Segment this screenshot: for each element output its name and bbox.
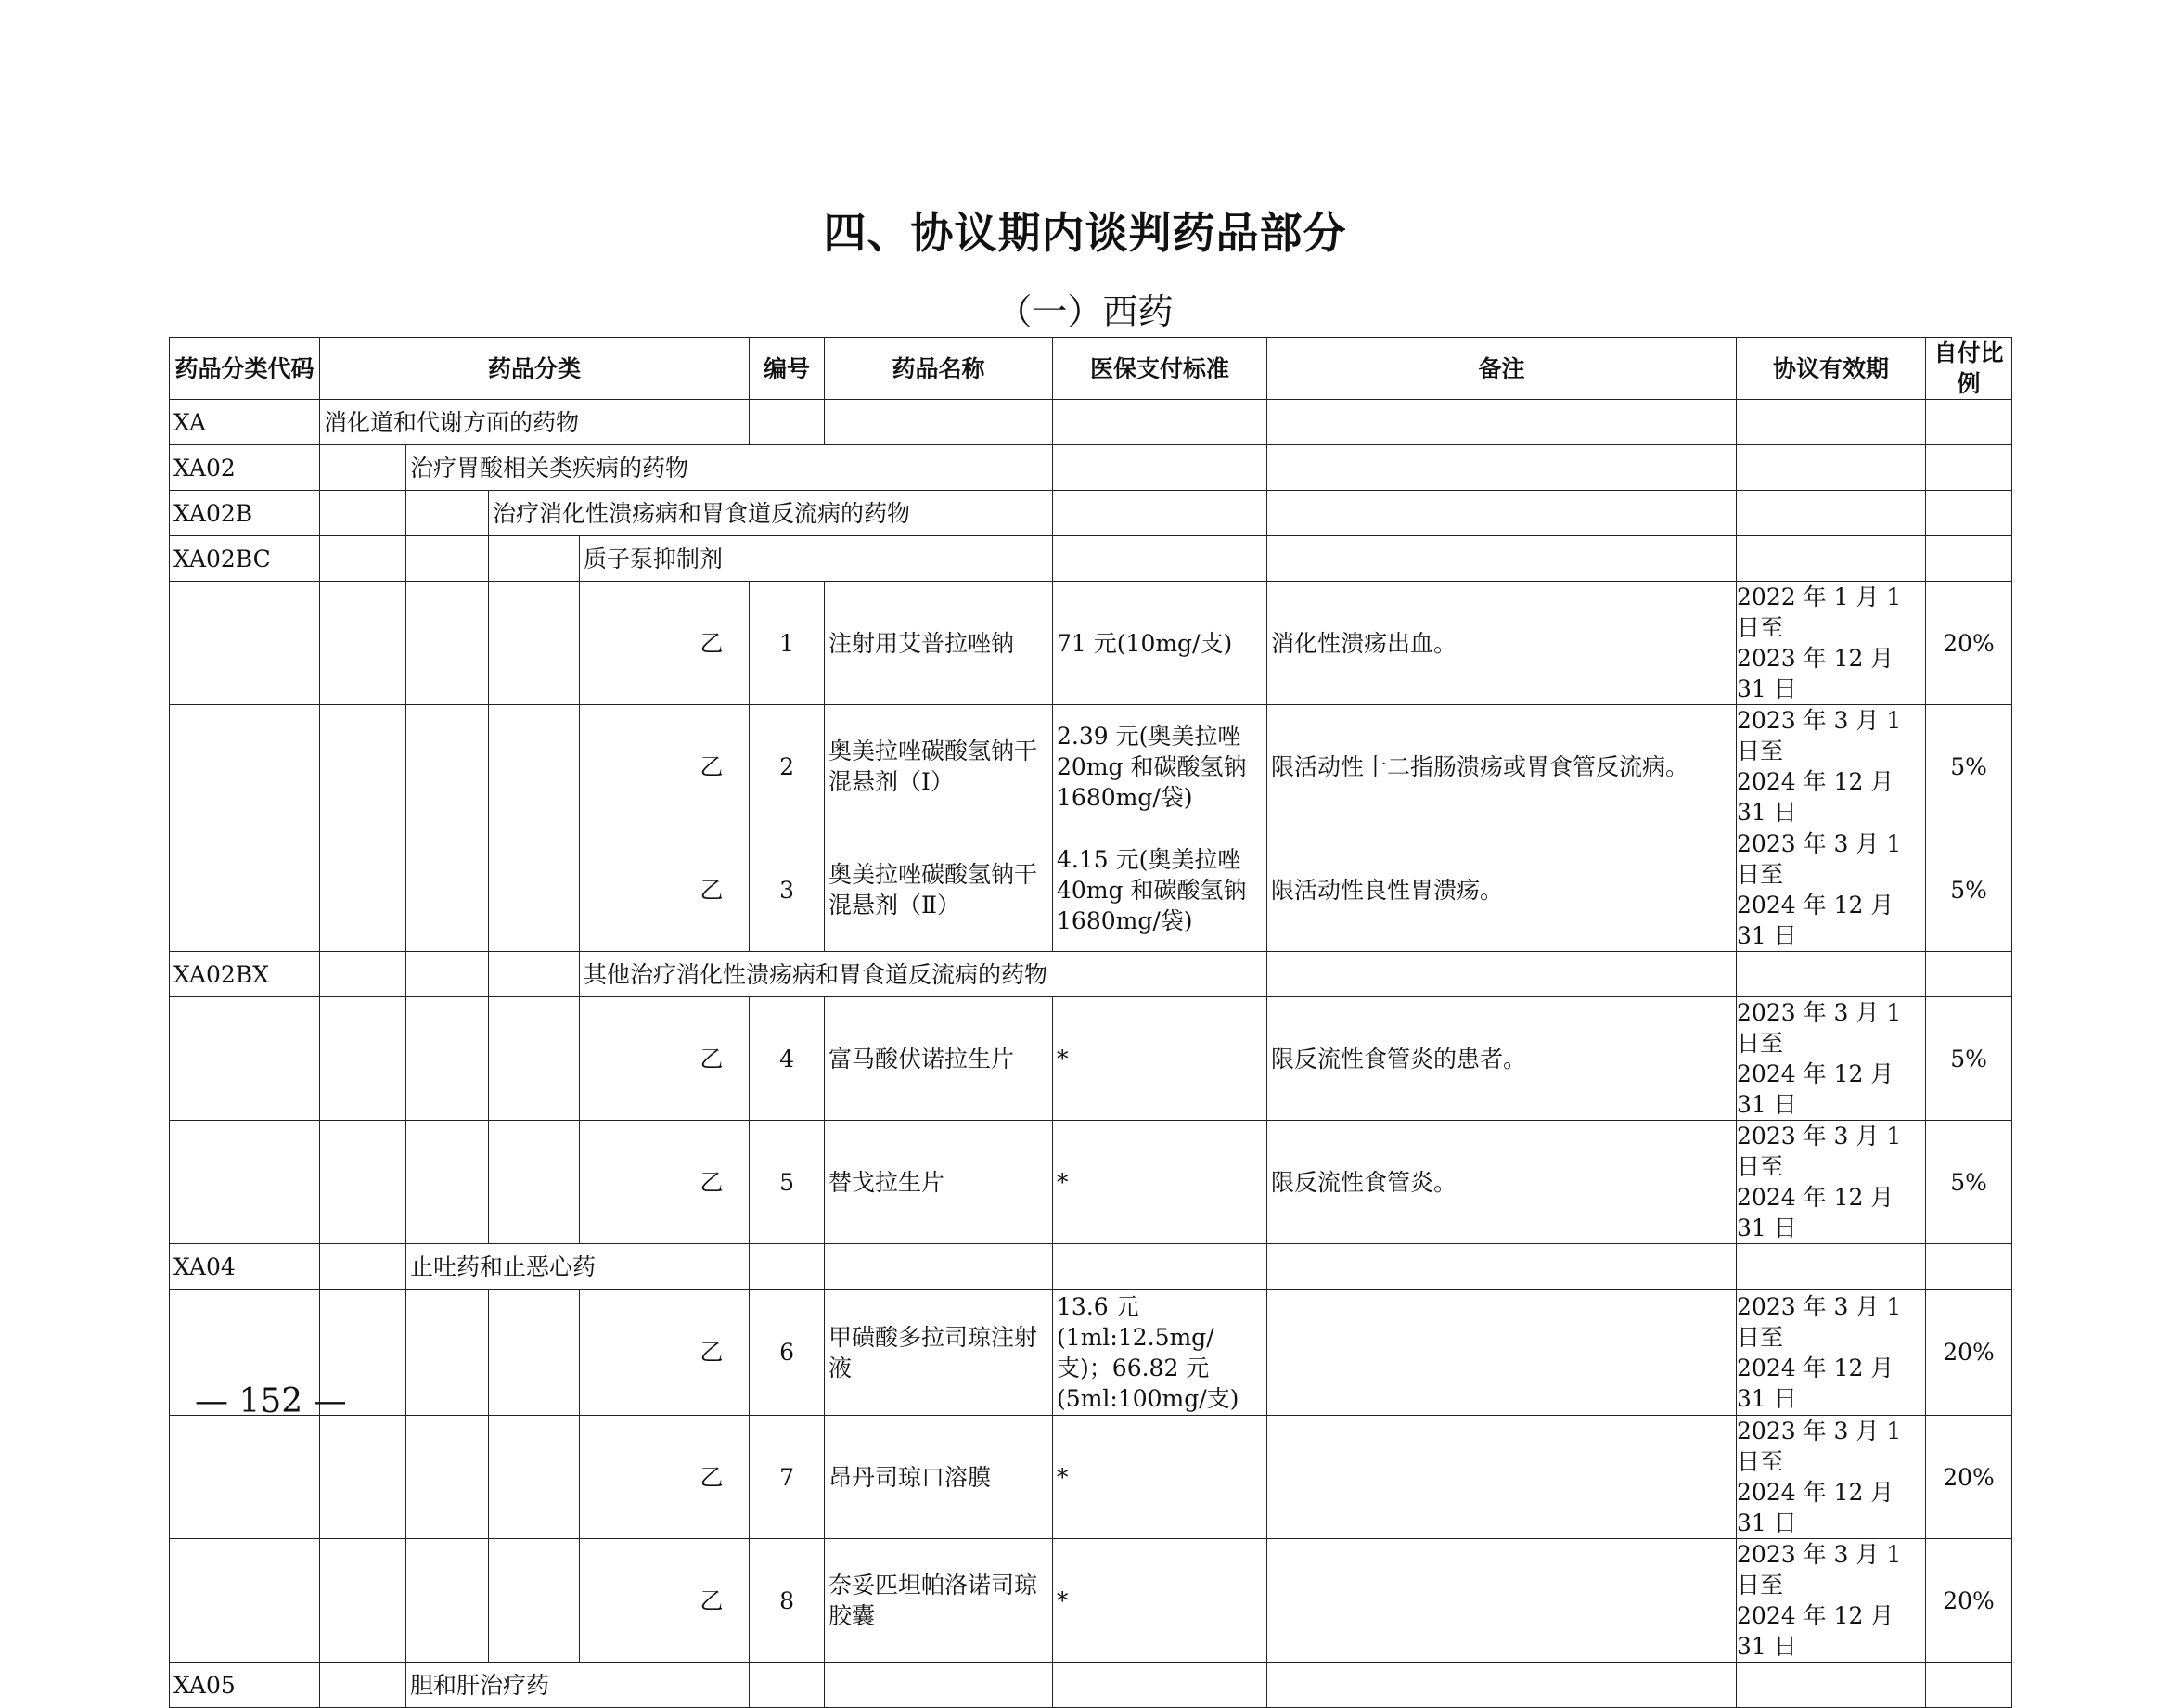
drug-name: 奥美拉唑碳酸氢钠干混悬剂（Ⅱ） xyxy=(825,828,1053,952)
class-row xyxy=(170,445,2012,491)
drug-note xyxy=(1267,1539,1737,1663)
drug-note: 消化性溃疡出血。 xyxy=(1267,582,1737,705)
drug-name: 奥美拉唑碳酸氢钠干混悬剂（Ⅰ） xyxy=(825,705,1053,828)
drug-grade: 乙 xyxy=(674,1121,750,1244)
drug-validity: 2023 年 3 月 1 日至 2024 年 12 月 31 日 xyxy=(1737,1539,1926,1663)
header-self-pay-ratio: 自付比例 xyxy=(1926,338,2012,400)
drug-number: 6 xyxy=(750,1290,825,1416)
drug-price: * xyxy=(1053,1121,1267,1244)
header-drug-name: 药品名称 xyxy=(825,338,1053,400)
class-row xyxy=(170,1663,2012,1708)
drug-note: 限活动性十二指肠溃疡或胃食管反流病。 xyxy=(1267,705,1737,828)
drug-ratio: 5% xyxy=(1926,705,2012,828)
page-number: — 152 — xyxy=(195,1382,347,1420)
class-row xyxy=(170,400,2012,445)
drug-validity: 2023 年 3 月 1 日至 2024 年 12 月 31 日 xyxy=(1737,1121,1926,1244)
class-code: XA04 xyxy=(170,1244,320,1290)
class-row xyxy=(170,1244,2012,1290)
class-code: XA xyxy=(170,400,320,445)
drug-price: * xyxy=(1053,1416,1267,1539)
header-remarks: 备注 xyxy=(1267,338,1737,400)
drug-name: 奈妥匹坦帕洛诺司琼胶囊 xyxy=(825,1539,1053,1663)
drug-note xyxy=(1267,1290,1737,1416)
drug-name: 富马酸伏诺拉生片 xyxy=(825,997,1053,1121)
drug-price: 4.15 元(奥美拉唑40mg 和碳酸氢钠1680mg/袋) xyxy=(1053,828,1267,952)
table-row xyxy=(170,582,2012,705)
drug-ratio: 20% xyxy=(1926,1290,2012,1416)
table-row xyxy=(170,1416,2012,1539)
class-row xyxy=(170,491,2012,536)
table-row xyxy=(170,1539,2012,1663)
drug-validity: 2023 年 3 月 1 日至 2024 年 12 月 31 日 xyxy=(1737,705,1926,828)
drug-grade: 乙 xyxy=(674,1290,750,1416)
header-validity: 协议有效期 xyxy=(1737,338,1926,400)
class-name: 胆和肝治疗药 xyxy=(406,1663,674,1708)
drug-grade: 乙 xyxy=(674,582,750,705)
drug-grade: 乙 xyxy=(674,1539,750,1663)
drug-price: 2.39 元(奥美拉唑20mg 和碳酸氢钠1680mg/袋) xyxy=(1053,705,1267,828)
class-name: 治疗胃酸相关类疾病的药物 xyxy=(406,445,1053,491)
drug-price: * xyxy=(1053,997,1267,1121)
class-name: 治疗消化性溃疡病和胃食道反流病的药物 xyxy=(489,491,1053,536)
header-number: 编号 xyxy=(750,338,825,400)
drug-number: 4 xyxy=(750,997,825,1121)
drug-validity: 2023 年 3 月 1 日至 2024 年 12 月 31 日 xyxy=(1737,1416,1926,1539)
class-row xyxy=(170,536,2012,582)
header-class-code: 药品分类代码 xyxy=(170,338,320,400)
drug-validity: 2023 年 3 月 1 日至 2024 年 12 月 31 日 xyxy=(1737,828,1926,952)
table-row xyxy=(170,1290,2012,1416)
drug-grade: 乙 xyxy=(674,828,750,952)
class-code: XA02 xyxy=(170,445,320,491)
header-class: 药品分类 xyxy=(320,338,750,400)
drug-number: 3 xyxy=(750,828,825,952)
drug-number: 2 xyxy=(750,705,825,828)
drug-grade: 乙 xyxy=(674,997,750,1121)
table-row xyxy=(170,997,2012,1121)
drug-price: 71 元(10mg/支) xyxy=(1053,582,1267,705)
drug-note: 限活动性良性胃溃疡。 xyxy=(1267,828,1737,952)
drug-number: 7 xyxy=(750,1416,825,1539)
table-row xyxy=(170,1121,2012,1244)
drug-validity: 2022 年 1 月 1 日至 2023 年 12 月 31 日 xyxy=(1737,582,1926,705)
drug-ratio: 20% xyxy=(1926,1416,2012,1539)
drug-number: 8 xyxy=(750,1539,825,1663)
drug-note: 限反流性食管炎的患者。 xyxy=(1267,997,1737,1121)
drug-name: 甲磺酸多拉司琼注射液 xyxy=(825,1290,1053,1416)
section-subtitle: （一）西药 xyxy=(996,291,1174,332)
drug-number: 5 xyxy=(750,1121,825,1244)
class-code: XA05 xyxy=(170,1663,320,1708)
drug-ratio: 20% xyxy=(1926,582,2012,705)
drug-name: 注射用艾普拉唑钠 xyxy=(825,582,1053,705)
class-code: XA02BX xyxy=(170,952,320,997)
class-code: XA02B xyxy=(170,491,320,536)
header-payment-standard: 医保支付标准 xyxy=(1053,338,1267,400)
class-name: 消化道和代谢方面的药物 xyxy=(320,400,674,445)
drug-table xyxy=(169,337,2012,1708)
class-name: 质子泵抑制剂 xyxy=(580,536,1053,582)
drug-ratio: 5% xyxy=(1926,997,2012,1121)
page-title: 四、协议期内谈判药品部分 xyxy=(823,208,1347,258)
class-name: 止吐药和止恶心药 xyxy=(406,1244,674,1290)
drug-grade: 乙 xyxy=(674,705,750,828)
drug-number: 1 xyxy=(750,582,825,705)
drug-ratio: 20% xyxy=(1926,1539,2012,1663)
drug-price: 13.6 元(1ml:12.5mg/支)；66.82 元(5ml:100mg/支) xyxy=(1053,1290,1267,1416)
drug-grade: 乙 xyxy=(674,1416,750,1539)
drug-ratio: 5% xyxy=(1926,828,2012,952)
drug-name: 替戈拉生片 xyxy=(825,1121,1053,1244)
class-code: XA02BC xyxy=(170,536,320,582)
drug-ratio: 5% xyxy=(1926,1121,2012,1244)
table-row xyxy=(170,705,2012,828)
drug-price: * xyxy=(1053,1539,1267,1663)
table-header-row xyxy=(170,338,2012,400)
table-row xyxy=(170,828,2012,952)
drug-name: 昂丹司琼口溶膜 xyxy=(825,1416,1053,1539)
drug-note: 限反流性食管炎。 xyxy=(1267,1121,1737,1244)
class-row xyxy=(170,952,2012,997)
drug-validity: 2023 年 3 月 1 日至 2024 年 12 月 31 日 xyxy=(1737,1290,1926,1416)
class-name: 其他治疗消化性溃疡病和胃食道反流病的药物 xyxy=(580,952,1267,997)
drug-note xyxy=(1267,1416,1737,1539)
drug-validity: 2023 年 3 月 1 日至 2024 年 12 月 31 日 xyxy=(1737,997,1926,1121)
